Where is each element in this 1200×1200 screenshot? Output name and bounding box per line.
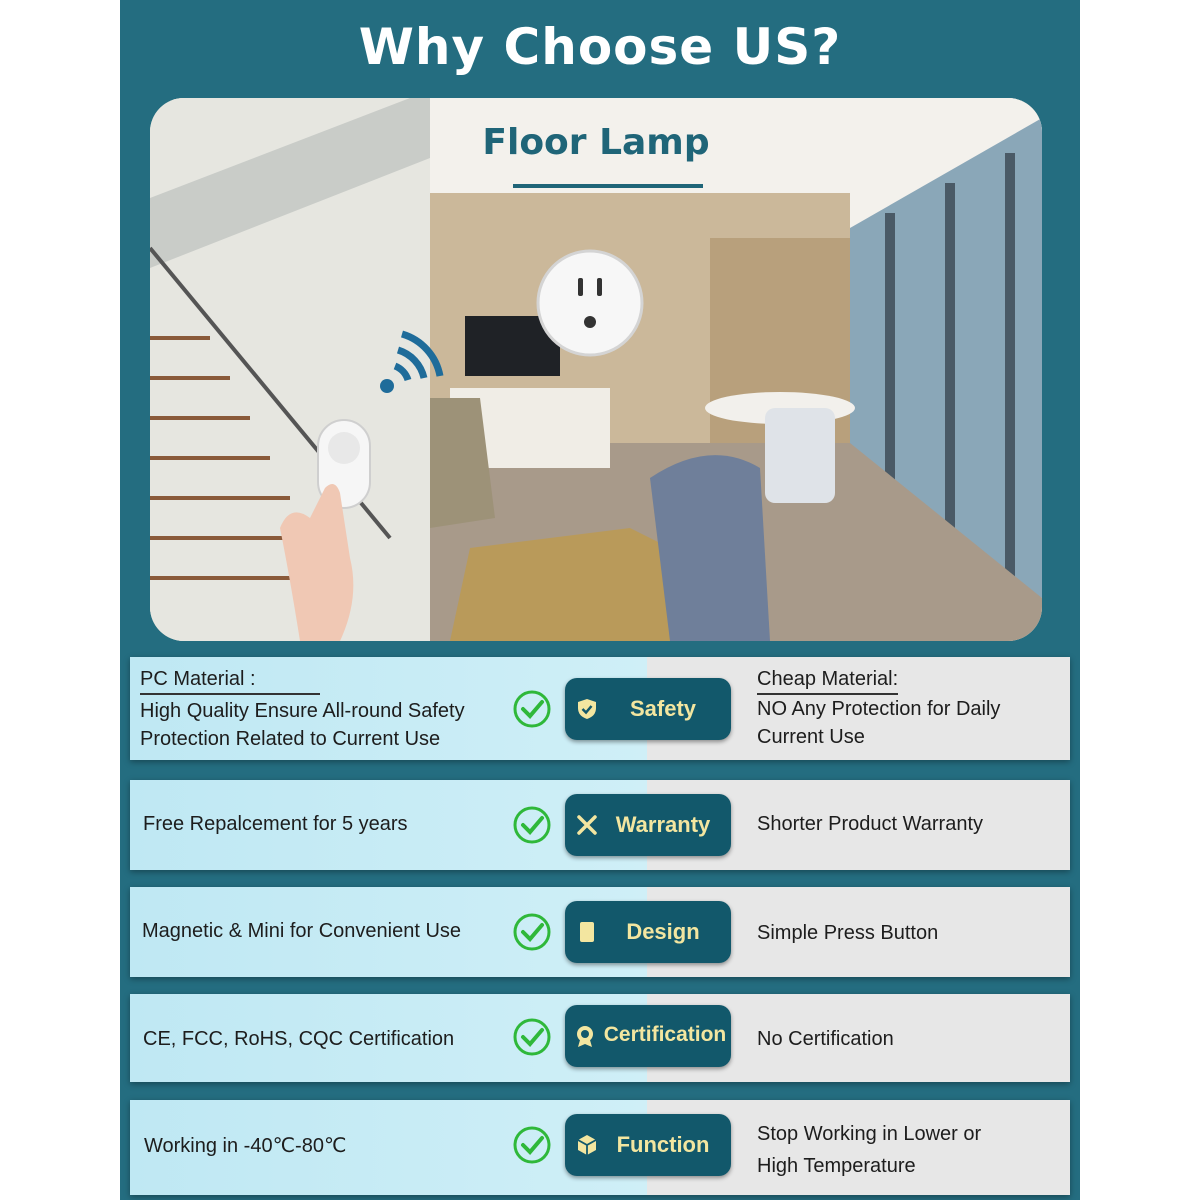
badge-design: Design <box>565 901 731 963</box>
comparison-row-certification <box>130 994 1070 1082</box>
right-description: Stop Working in Lower or High Temperature <box>757 1123 982 1177</box>
left-description: CE, FCC, RoHS, CQC Certification <box>143 1028 455 1050</box>
comparison-row-safety <box>130 657 1070 760</box>
left-heading: PC Material : <box>140 665 320 695</box>
living-room-illustration <box>150 98 1042 641</box>
hero-photo <box>150 98 1042 641</box>
check-circle-icon <box>512 912 552 952</box>
left-description: Magnetic & Mini for Convenient Use <box>142 920 462 942</box>
badge-safety: Safety <box>565 678 731 740</box>
check-circle-icon <box>512 1017 552 1057</box>
right-description: Simple Press Button <box>757 922 939 944</box>
left-description: PC Material : High Quality Ensure All-round Safety Protection Related to Current Use <box>140 665 465 753</box>
page-title: Why Choose US? <box>358 18 842 76</box>
right-heading: Cheap Material: <box>757 665 898 695</box>
right-description: No Certification <box>757 1028 894 1050</box>
badge-warranty: Warranty <box>565 794 731 856</box>
badge-function: Function <box>565 1114 731 1176</box>
check-circle-icon <box>512 689 552 729</box>
badge-certification: Certification <box>565 1005 731 1067</box>
right-description: Shorter Product Warranty <box>757 813 984 835</box>
check-circle-icon <box>512 805 552 845</box>
right-description: Cheap Material: NO Any Protection for Daily Current Use <box>757 665 1000 751</box>
comparison-row-function <box>130 1100 1070 1195</box>
left-description: Free Repalcement for 5 years <box>143 813 408 835</box>
comparison-row-design <box>130 887 1070 977</box>
award-icon <box>573 1024 597 1048</box>
hero-title-underline <box>513 184 703 188</box>
hero-title: Floor Lamp <box>482 122 710 163</box>
left-description: Working in -40℃-80℃ <box>144 1135 347 1157</box>
infographic-panel <box>120 0 1080 1200</box>
comparison-row-warranty <box>130 780 1070 870</box>
check-circle-icon <box>512 1125 552 1165</box>
